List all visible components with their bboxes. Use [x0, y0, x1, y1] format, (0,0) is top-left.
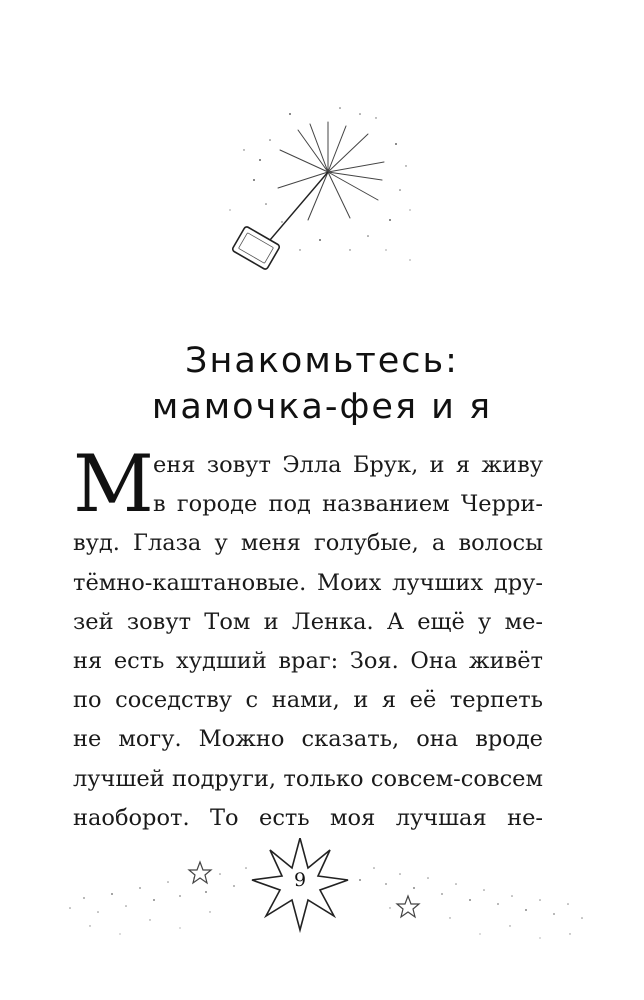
wand-stick: [270, 172, 328, 240]
chapter-title-line-2: мамочка-фея и я: [151, 387, 493, 427]
page-number: 9: [293, 869, 307, 891]
small-star-icon: [189, 862, 211, 883]
text-line: в городе под названием Черри-: [153, 491, 543, 518]
text-line: тёмно-каштановые. Моих лучших дру-: [73, 569, 543, 596]
text-line: зей зовут Том и Ленка. А ещё у ме-: [73, 608, 543, 635]
text-line: вуд. Глаза у меня голубые, а волосы: [73, 530, 543, 557]
magic-wand-illustration: [200, 100, 440, 310]
footer-sparkle-illustration: [60, 838, 590, 948]
text-line: не могу. Можно сказать, она вроде: [73, 726, 543, 753]
phone-icon: [232, 226, 281, 270]
body-text: [73, 438, 543, 838]
text-line: лучшей подруги, только совсем-совсем: [73, 765, 543, 792]
chapter-title-line-1: Знакомьтесь:: [185, 341, 459, 381]
chapter-title: [0, 338, 644, 430]
text-line: наоборот. То есть моя лучшая не-: [73, 804, 543, 831]
text-line: по соседству с нами, и я её терпеть: [73, 687, 543, 714]
text-line: еня зовут Элла Брук, и я живу: [153, 452, 543, 478]
drop-cap: М: [73, 438, 154, 530]
sparkle-burst: [278, 122, 384, 220]
text-line: ня есть худший враг: Зоя. Она живёт: [73, 647, 543, 674]
small-star-icon: [397, 896, 419, 917]
